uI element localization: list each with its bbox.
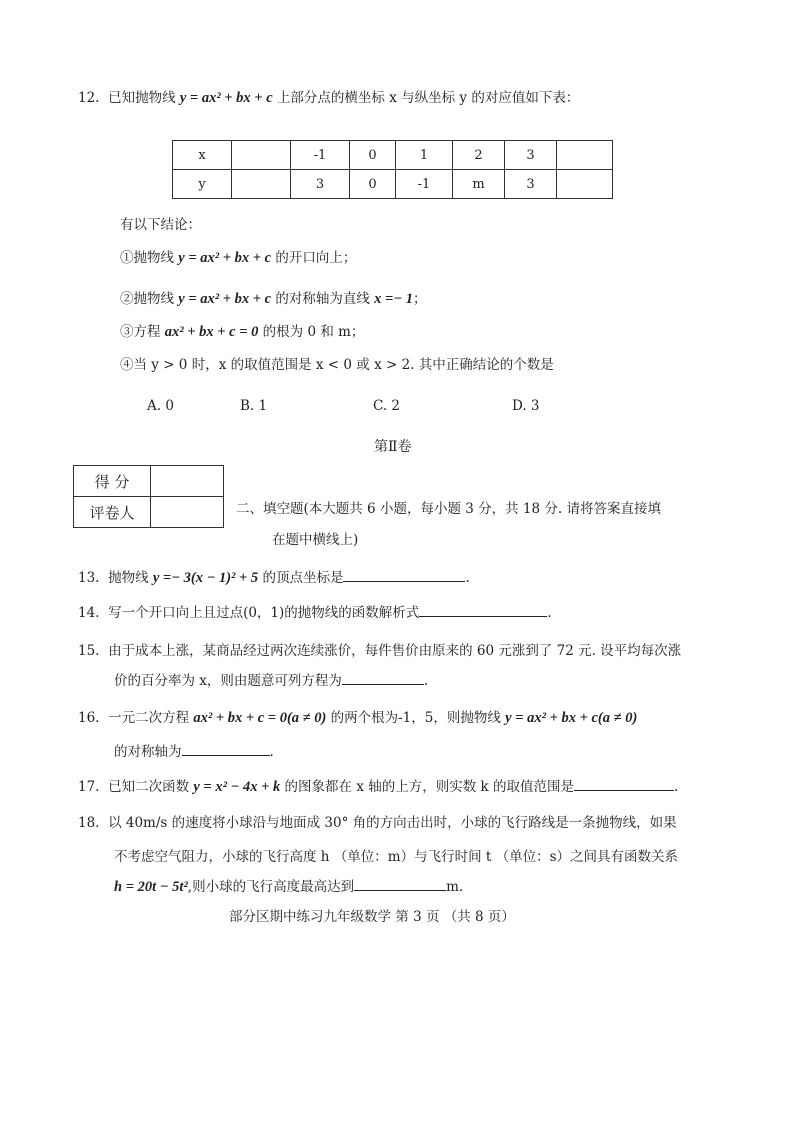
table-cell [557, 141, 613, 170]
option-a: A. 0 [147, 398, 174, 414]
q15-line1: 15. 由于成本上涨，某商品经过两次连续涨价，每件售价由原来的 60 元涨到了 72 元. 设平均每次涨 [78, 643, 682, 659]
q12-conclusion-2: ②抛物线 y = ax² + bx + c 的对称轴为直线 x =− 1； [120, 291, 427, 307]
table-cell: -1 [396, 170, 453, 199]
table-cell: 2 [453, 141, 505, 170]
q18-line3: h = 20t − 5t²,则小球的飞行高度最高达到 m. [114, 875, 463, 896]
answer-blank[interactable] [343, 567, 465, 582]
q15-number: 15. [78, 643, 100, 659]
q13-number: 13. [78, 570, 100, 586]
table-cell: -1 [291, 141, 350, 170]
table-cell: 3 [291, 170, 350, 199]
section-title: 第Ⅱ卷 [374, 439, 412, 455]
q16-number: 16. [78, 710, 100, 726]
score-cell [151, 466, 224, 497]
q12-conclusion-1: ①抛物线 y = ax² + bx + c 的开口向上； [120, 250, 357, 266]
option-d: D. 3 [512, 398, 540, 414]
table-cell [232, 141, 291, 170]
xy-value-table [172, 140, 613, 199]
table-cell [232, 170, 291, 199]
option-b: B. 1 [240, 398, 268, 414]
q12-formula: y = ax² + bx + c [179, 90, 273, 106]
q15-line2: 价的百分率为 x，则由题意可列方程为 . [114, 669, 428, 689]
table-cell: m [453, 170, 505, 199]
q13: 13. 抛物线 y =− 3(x − 1)² + 5 的顶点坐标是 . [78, 566, 470, 587]
q17: 17. 已知二次函数 y = x² − 4x + k 的图象都在 x 轴的上方，则实数 k 的取值范围是 . [78, 775, 678, 796]
answer-blank[interactable] [419, 602, 547, 617]
q16-line2: 的对称轴为 . [114, 740, 274, 760]
page-footer: 部分区期中练习九年级数学 第 3 页 （共 8 页） [229, 909, 515, 925]
part2-heading-line1: 二、填空题(本大题共 6 小题，每小题 3 分，共 18 分. 请将答案直接填 [236, 501, 661, 517]
table-cell: 0 [350, 141, 396, 170]
q12-conclusion-4: ④当 y > 0 时，x 的取值范围是 x < 0 或 x > 2. 其中正确结论的个数是 [120, 357, 554, 373]
q12-number: 12. [78, 90, 100, 106]
grader-cell [151, 497, 224, 528]
score-label: 得 分 [74, 466, 151, 497]
table-cell [557, 170, 613, 199]
table-row-y [173, 170, 613, 199]
table-cell: 0 [350, 170, 396, 199]
q14: 14. 写一个开口向上且过点(0，1)的抛物线的函数解析式 . [78, 601, 552, 621]
q12-conclusion-3: ③方程 ax² + bx + c = 0 的根为 0 和 m； [120, 324, 365, 340]
q18-number: 18. [78, 815, 100, 831]
table-cell: y [173, 170, 232, 199]
q16-line1: 16. 一元二次方程 ax² + bx + c = 0(a ≠ 0) 的两个根为-1，5，则抛物线 y = ax² + bx + c(a ≠ 0) [78, 710, 638, 726]
q18-line1: 18. 以 40m/s 的速度将小球沿与地面成 30° 角的方向击出时，小球的飞行路线是一条抛物线，如果 [78, 815, 677, 831]
answer-blank[interactable] [354, 876, 446, 891]
answer-blank[interactable] [182, 741, 270, 756]
answer-blank[interactable] [342, 670, 424, 685]
q12-intro: 有以下结论： [120, 217, 201, 233]
part2-heading-line2: 在题中横线上) [272, 532, 359, 548]
q14-number: 14. [78, 605, 100, 621]
q12-stem: 12. 已知抛物线 y = ax² + bx + c 上部分点的横坐标 x 与纵坐标 y 的对应值如下表： [78, 90, 580, 106]
option-c: C. 2 [373, 398, 401, 414]
grader-label: 评卷人 [74, 497, 151, 528]
table-cell: 1 [396, 141, 453, 170]
table-cell: 3 [505, 141, 557, 170]
q18-line2: 不考虑空气阻力，小球的飞行高度 h （单位：m）与飞行时间 t （单位：s）之间具有函数关系 [114, 849, 679, 865]
q17-number: 17. [78, 779, 100, 795]
table-cell: x [173, 141, 232, 170]
table-row-x [173, 141, 613, 170]
table-cell: 3 [505, 170, 557, 199]
score-box [73, 465, 224, 528]
answer-blank[interactable] [574, 776, 674, 791]
